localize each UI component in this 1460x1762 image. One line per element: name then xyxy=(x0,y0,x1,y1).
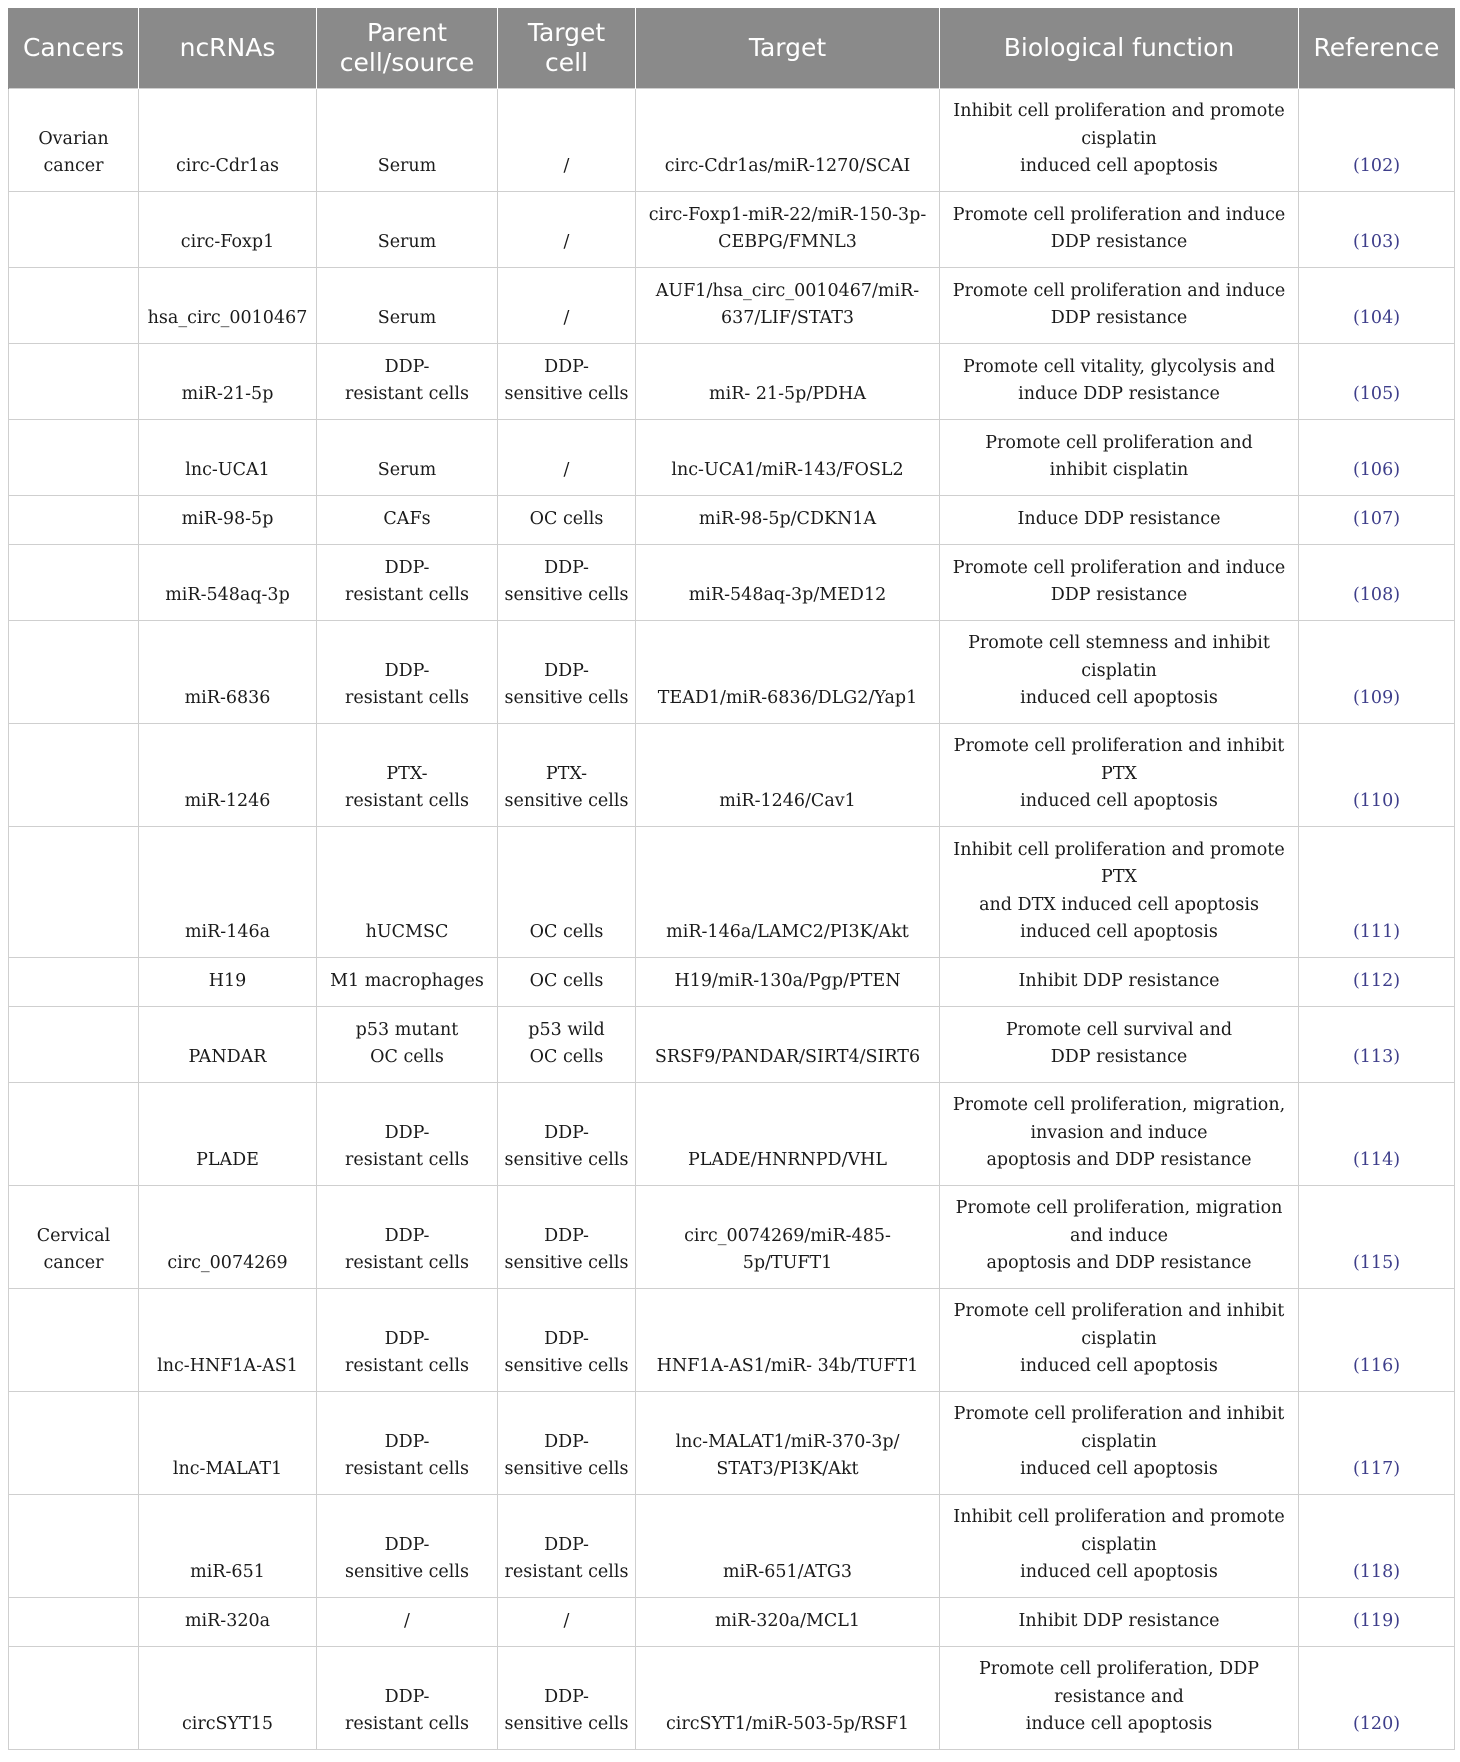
cell-function: Promote cell proliferation and induce DDP resistance xyxy=(940,544,1299,620)
cell-cancer xyxy=(9,495,139,544)
cell-target: miR-548aq-3p/MED12 xyxy=(636,544,940,620)
cell-cancer xyxy=(9,1288,139,1391)
cell-target: miR-146a/LAMC2/PI3K/Akt xyxy=(636,826,940,957)
cell-target-cell: DDP- sensitive cells xyxy=(498,1288,636,1391)
cell-reference: (112) xyxy=(1299,957,1455,1006)
cell-cancer: Cervical cancer xyxy=(9,1185,139,1288)
cell-target-cell: DDP- sensitive cells xyxy=(498,544,636,620)
cell-target-cell: DDP- sensitive cells xyxy=(498,343,636,419)
cell-target-cell: / xyxy=(498,1597,636,1646)
ncrna-table xyxy=(8,8,1455,1750)
cell-target: AUF1/hsa_circ_0010467/miR- 637/LIF/STAT3 xyxy=(636,267,940,343)
table-row xyxy=(9,723,1455,826)
cell-function: Promote cell proliferation and induce DDP resistance xyxy=(940,191,1299,267)
cell-ncrna: PANDAR xyxy=(139,1006,317,1082)
table-row xyxy=(9,1185,1455,1288)
cell-target: SRSF9/PANDAR/SIRT4/SIRT6 xyxy=(636,1006,940,1082)
cell-function: Inhibit DDP resistance xyxy=(940,1597,1299,1646)
cell-reference: (114) xyxy=(1299,1082,1455,1185)
cell-target: miR- 21-5p/PDHA xyxy=(636,343,940,419)
cell-parent: DDP- resistant cells xyxy=(317,1288,498,1391)
header-row xyxy=(9,8,1455,88)
cell-target: circ-Foxp1-miR-22/miR-150-3p- CEBPG/FMNL3 xyxy=(636,191,940,267)
cell-cancer: Ovarian cancer xyxy=(9,88,139,191)
cell-ncrna: lnc-HNF1A-AS1 xyxy=(139,1288,317,1391)
cell-target: miR-651/ATG3 xyxy=(636,1494,940,1597)
cell-target: miR-320a/MCL1 xyxy=(636,1597,940,1646)
cell-parent: M1 macrophages xyxy=(317,957,498,1006)
cell-ncrna: miR-548aq-3p xyxy=(139,544,317,620)
cell-ncrna: circ_0074269 xyxy=(139,1185,317,1288)
cell-cancer xyxy=(9,620,139,723)
table-row xyxy=(9,826,1455,957)
cell-cancer xyxy=(9,1082,139,1185)
cell-cancer xyxy=(9,1597,139,1646)
cell-target: circ_0074269/miR-485- 5p/TUFT1 xyxy=(636,1185,940,1288)
table-row xyxy=(9,495,1455,544)
cell-target: TEAD1/miR-6836/DLG2/Yap1 xyxy=(636,620,940,723)
cell-reference: (108) xyxy=(1299,544,1455,620)
cell-target-cell: DDP- sensitive cells xyxy=(498,1082,636,1185)
table-container xyxy=(8,8,1454,1750)
cell-ncrna: lnc-UCA1 xyxy=(139,419,317,495)
header-reference: Reference xyxy=(1299,8,1455,88)
cell-parent: PTX- resistant cells xyxy=(317,723,498,826)
cell-cancer xyxy=(9,1646,139,1749)
cell-ncrna: miR-21-5p xyxy=(139,343,317,419)
cell-parent: DDP- resistant cells xyxy=(317,343,498,419)
cell-target: lnc-MALAT1/miR-370-3p/ STAT3/PI3K/Akt xyxy=(636,1391,940,1494)
cell-ncrna: circSYT15 xyxy=(139,1646,317,1749)
table-row xyxy=(9,343,1455,419)
cell-reference: (113) xyxy=(1299,1006,1455,1082)
cell-target-cell: / xyxy=(498,191,636,267)
cell-reference: (105) xyxy=(1299,343,1455,419)
cell-cancer xyxy=(9,419,139,495)
cell-reference: (115) xyxy=(1299,1185,1455,1288)
cell-cancer xyxy=(9,723,139,826)
cell-parent: DDP- resistant cells xyxy=(317,1646,498,1749)
cell-function: Promote cell proliferation and inhibit PTX induced cell apoptosis xyxy=(940,723,1299,826)
cell-target-cell: p53 wild OC cells xyxy=(498,1006,636,1082)
cell-function: Promote cell vitality, glycolysis and induce DDP resistance xyxy=(940,343,1299,419)
table-row xyxy=(9,1006,1455,1082)
table-row xyxy=(9,419,1455,495)
cell-function: Promote cell stemness and inhibit cisplatin induced cell apoptosis xyxy=(940,620,1299,723)
table-row xyxy=(9,544,1455,620)
cell-target: miR-1246/Cav1 xyxy=(636,723,940,826)
cell-reference: (106) xyxy=(1299,419,1455,495)
table-row xyxy=(9,957,1455,1006)
cell-target-cell: DDP- sensitive cells xyxy=(498,1185,636,1288)
cell-parent: / xyxy=(317,1597,498,1646)
cell-reference: (109) xyxy=(1299,620,1455,723)
cell-function: Inhibit cell proliferation and promote cisplatin induced cell apoptosis xyxy=(940,88,1299,191)
cell-parent: hUCMSC xyxy=(317,826,498,957)
cell-parent: p53 mutant OC cells xyxy=(317,1006,498,1082)
table-row xyxy=(9,1597,1455,1646)
cell-target-cell: / xyxy=(498,88,636,191)
header-parent-cell: Parent cell/source xyxy=(317,8,498,88)
cell-parent: DDP- resistant cells xyxy=(317,1391,498,1494)
cell-target: HNF1A-AS1/miR- 34b/TUFT1 xyxy=(636,1288,940,1391)
table-row xyxy=(9,1391,1455,1494)
cell-function: Promote cell proliferation, migration, invasion and induce apoptosis and DDP resistance xyxy=(940,1082,1299,1185)
table-row xyxy=(9,1288,1455,1391)
cell-ncrna: hsa_circ_0010467 xyxy=(139,267,317,343)
cell-target: circSYT1/miR-503-5p/RSF1 xyxy=(636,1646,940,1749)
cell-reference: (116) xyxy=(1299,1288,1455,1391)
cell-reference: (110) xyxy=(1299,723,1455,826)
cell-target: lnc-UCA1/miR-143/FOSL2 xyxy=(636,419,940,495)
cell-cancer xyxy=(9,267,139,343)
cell-ncrna: PLADE xyxy=(139,1082,317,1185)
cell-function: Induce DDP resistance xyxy=(940,495,1299,544)
cell-reference: (107) xyxy=(1299,495,1455,544)
cell-target-cell: OC cells xyxy=(498,495,636,544)
cell-cancer xyxy=(9,1494,139,1597)
cell-ncrna: H19 xyxy=(139,957,317,1006)
cell-parent: DDP- resistant cells xyxy=(317,544,498,620)
cell-reference: (111) xyxy=(1299,826,1455,957)
table-row xyxy=(9,191,1455,267)
cell-function: Promote cell survival and DDP resistance xyxy=(940,1006,1299,1082)
cell-function: Inhibit DDP resistance xyxy=(940,957,1299,1006)
cell-reference: (104) xyxy=(1299,267,1455,343)
cell-parent: Serum xyxy=(317,191,498,267)
cell-function: Promote cell proliferation and inhibit cisplatin xyxy=(940,419,1299,495)
cell-parent: DDP- resistant cells xyxy=(317,1185,498,1288)
cell-target-cell: DDP- sensitive cells xyxy=(498,1646,636,1749)
cell-ncrna: miR-320a xyxy=(139,1597,317,1646)
cell-target-cell: OC cells xyxy=(498,957,636,1006)
cell-function: Promote cell proliferation and inhibit cisplatin induced cell apoptosis xyxy=(940,1288,1299,1391)
cell-ncrna: miR-1246 xyxy=(139,723,317,826)
cell-cancer xyxy=(9,957,139,1006)
cell-cancer xyxy=(9,191,139,267)
cell-reference: (103) xyxy=(1299,191,1455,267)
cell-cancer xyxy=(9,544,139,620)
cell-ncrna: circ-Foxp1 xyxy=(139,191,317,267)
cell-function: Inhibit cell proliferation and promote PTX and DTX induced cell apoptosis induced cell apoptosis xyxy=(940,826,1299,957)
table-row xyxy=(9,1082,1455,1185)
cell-target-cell: PTX- sensitive cells xyxy=(498,723,636,826)
header-biological-function: Biological function xyxy=(940,8,1299,88)
cell-target-cell: DDP- resistant cells xyxy=(498,1494,636,1597)
header-ncrnas: ncRNAs xyxy=(139,8,317,88)
table-row xyxy=(9,620,1455,723)
cell-reference: (118) xyxy=(1299,1494,1455,1597)
cell-parent: CAFs xyxy=(317,495,498,544)
table-row xyxy=(9,267,1455,343)
cell-function: Promote cell proliferation and inhibit cisplatin induced cell apoptosis xyxy=(940,1391,1299,1494)
cell-target: H19/miR-130a/Pgp/PTEN xyxy=(636,957,940,1006)
cell-target-cell: DDP- sensitive cells xyxy=(498,620,636,723)
cell-target: PLADE/HNRNPD/VHL xyxy=(636,1082,940,1185)
cell-reference: (102) xyxy=(1299,88,1455,191)
cell-target-cell: / xyxy=(498,267,636,343)
cell-parent: DDP- sensitive cells xyxy=(317,1494,498,1597)
cell-target: miR-98-5p/CDKN1A xyxy=(636,495,940,544)
cell-parent: Serum xyxy=(317,267,498,343)
cell-ncrna: circ-Cdr1as xyxy=(139,88,317,191)
cell-function: Inhibit cell proliferation and promote cisplatin induced cell apoptosis xyxy=(940,1494,1299,1597)
cell-cancer xyxy=(9,1391,139,1494)
cell-target: circ-Cdr1as/miR-1270/SCAI xyxy=(636,88,940,191)
header-cancers: Cancers xyxy=(9,8,139,88)
cell-parent: DDP- resistant cells xyxy=(317,620,498,723)
cell-cancer xyxy=(9,826,139,957)
cell-target-cell: OC cells xyxy=(498,826,636,957)
cell-parent: Serum xyxy=(317,419,498,495)
cell-ncrna: lnc-MALAT1 xyxy=(139,1391,317,1494)
cell-ncrna: miR-6836 xyxy=(139,620,317,723)
cell-function: Promote cell proliferation and induce DDP resistance xyxy=(940,267,1299,343)
cell-cancer xyxy=(9,1006,139,1082)
table-row xyxy=(9,1646,1455,1749)
header-target-cell: Target cell xyxy=(498,8,636,88)
table-row xyxy=(9,88,1455,191)
header-target: Target xyxy=(636,8,940,88)
cell-ncrna: miR-146a xyxy=(139,826,317,957)
cell-parent: Serum xyxy=(317,88,498,191)
cell-function: Promote cell proliferation, DDP resistance and induce cell apoptosis xyxy=(940,1646,1299,1749)
cell-reference: (117) xyxy=(1299,1391,1455,1494)
cell-reference: (120) xyxy=(1299,1646,1455,1749)
cell-target-cell: DDP- sensitive cells xyxy=(498,1391,636,1494)
cell-ncrna: miR-98-5p xyxy=(139,495,317,544)
cell-parent: DDP- resistant cells xyxy=(317,1082,498,1185)
table-row xyxy=(9,1494,1455,1597)
cell-reference: (119) xyxy=(1299,1597,1455,1646)
cell-function: Promote cell proliferation, migration and induce apoptosis and DDP resistance xyxy=(940,1185,1299,1288)
cell-ncrna: miR-651 xyxy=(139,1494,317,1597)
cell-target-cell: / xyxy=(498,419,636,495)
cell-cancer xyxy=(9,343,139,419)
